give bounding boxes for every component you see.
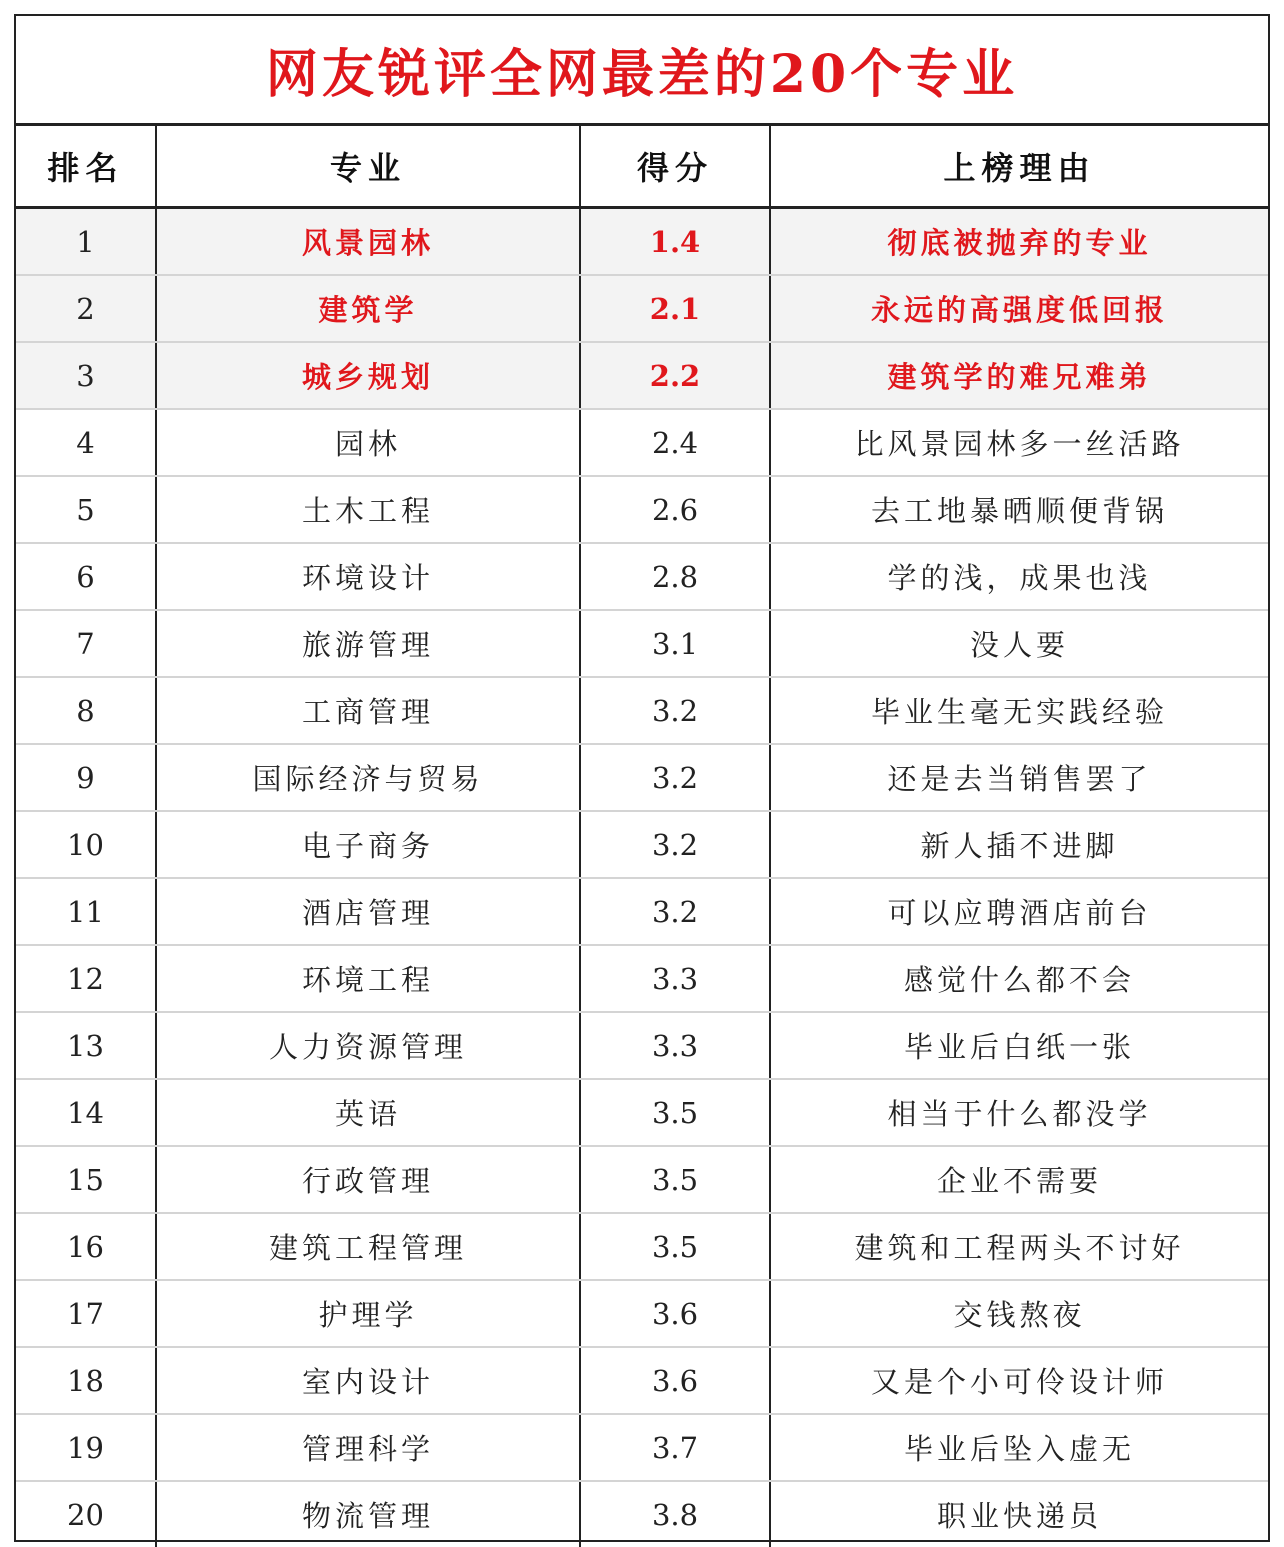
major-cell: 国际经济与贸易 [156,744,580,811]
table-row [16,476,1268,543]
score-cell: 3.5 [580,1213,770,1280]
rank-cell: 1 [16,208,156,276]
score-cell: 3.8 [580,1481,770,1547]
major-cell: 工商管理 [156,677,580,744]
reason-cell: 企业不需要 [770,1146,1268,1213]
rank-cell: 8 [16,677,156,744]
reason-cell: 比风景园林多一丝活路 [770,409,1268,476]
major-cell: 环境设计 [156,543,580,610]
score-cell: 3.2 [580,878,770,945]
major-cell: 物流管理 [156,1481,580,1547]
major-cell: 风景园林 [156,208,580,276]
rank-cell: 12 [16,945,156,1012]
major-cell: 酒店管理 [156,878,580,945]
score-cell: 2.8 [580,543,770,610]
major-cell: 行政管理 [156,1146,580,1213]
table-row [16,677,1268,744]
table-row [16,610,1268,677]
rank-cell: 16 [16,1213,156,1280]
major-cell: 电子商务 [156,811,580,878]
score-cell: 3.3 [580,945,770,1012]
reason-cell: 毕业生毫无实践经验 [770,677,1268,744]
reason-cell: 可以应聘酒店前台 [770,878,1268,945]
header-rank: 排名 [16,126,156,208]
rank-cell: 7 [16,610,156,677]
table-row [16,1079,1268,1146]
reason-cell: 彻底被抛弃的专业 [770,208,1268,276]
page-title: 网友锐评全网最差的20个专业 [266,32,1018,107]
ranking-table [16,126,1268,1547]
reason-cell: 毕业后白纸一张 [770,1012,1268,1079]
score-cell: 3.5 [580,1146,770,1213]
table-row [16,1481,1268,1547]
reason-cell: 没人要 [770,610,1268,677]
rank-cell: 11 [16,878,156,945]
score-cell: 3.7 [580,1414,770,1481]
major-cell: 管理科学 [156,1414,580,1481]
header-reason: 上榜理由 [770,126,1268,208]
major-cell: 园林 [156,409,580,476]
table-row [16,409,1268,476]
reason-cell: 新人插不进脚 [770,811,1268,878]
header-row [16,126,1268,208]
reason-cell: 学的浅，成果也浅 [770,543,1268,610]
major-cell: 室内设计 [156,1347,580,1414]
major-cell: 旅游管理 [156,610,580,677]
score-cell: 3.3 [580,1012,770,1079]
table-row [16,811,1268,878]
rank-cell: 14 [16,1079,156,1146]
score-cell: 3.1 [580,610,770,677]
major-cell: 英语 [156,1079,580,1146]
rank-cell: 6 [16,543,156,610]
score-cell: 3.2 [580,811,770,878]
rank-cell: 2 [16,275,156,342]
ranking-sheet [14,14,1270,1542]
rank-cell: 20 [16,1481,156,1547]
score-cell: 2.4 [580,409,770,476]
table-row [16,1414,1268,1481]
rank-cell: 5 [16,476,156,543]
table-row [16,878,1268,945]
score-cell: 3.6 [580,1347,770,1414]
rank-cell: 3 [16,342,156,409]
header-score: 得分 [580,126,770,208]
rank-cell: 19 [16,1414,156,1481]
rank-cell: 18 [16,1347,156,1414]
title-bar [16,16,1268,126]
rank-cell: 10 [16,811,156,878]
major-cell: 建筑工程管理 [156,1213,580,1280]
table-row [16,1213,1268,1280]
rank-cell: 17 [16,1280,156,1347]
reason-cell: 建筑学的难兄难弟 [770,342,1268,409]
table-row [16,945,1268,1012]
reason-cell: 交钱熬夜 [770,1280,1268,1347]
score-cell: 2.1 [580,275,770,342]
table-row [16,208,1268,276]
reason-cell: 职业快递员 [770,1481,1268,1547]
reason-cell: 又是个小可伶设计师 [770,1347,1268,1414]
rank-cell: 4 [16,409,156,476]
table-row [16,543,1268,610]
reason-cell: 毕业后坠入虚无 [770,1414,1268,1481]
score-cell: 3.6 [580,1280,770,1347]
table-header [16,126,1268,208]
score-cell: 2.6 [580,476,770,543]
reason-cell: 去工地暴晒顺便背锅 [770,476,1268,543]
score-cell: 3.2 [580,744,770,811]
reason-cell: 相当于什么都没学 [770,1079,1268,1146]
rank-cell: 9 [16,744,156,811]
table-body [16,208,1268,1547]
major-cell: 城乡规划 [156,342,580,409]
reason-cell: 感觉什么都不会 [770,945,1268,1012]
score-cell: 3.5 [580,1079,770,1146]
major-cell: 人力资源管理 [156,1012,580,1079]
table-row [16,744,1268,811]
major-cell: 环境工程 [156,945,580,1012]
reason-cell: 还是去当销售罢了 [770,744,1268,811]
table-row [16,1347,1268,1414]
score-cell: 2.2 [580,342,770,409]
rank-cell: 15 [16,1146,156,1213]
rank-cell: 13 [16,1012,156,1079]
reason-cell: 建筑和工程两头不讨好 [770,1213,1268,1280]
major-cell: 护理学 [156,1280,580,1347]
reason-cell: 永远的高强度低回报 [770,275,1268,342]
major-cell: 土木工程 [156,476,580,543]
table-row [16,342,1268,409]
score-cell: 1.4 [580,208,770,276]
table-row [16,1146,1268,1213]
score-cell: 3.2 [580,677,770,744]
header-major: 专业 [156,126,580,208]
major-cell: 建筑学 [156,275,580,342]
table-row [16,1012,1268,1079]
table-row [16,1280,1268,1347]
table-row [16,275,1268,342]
